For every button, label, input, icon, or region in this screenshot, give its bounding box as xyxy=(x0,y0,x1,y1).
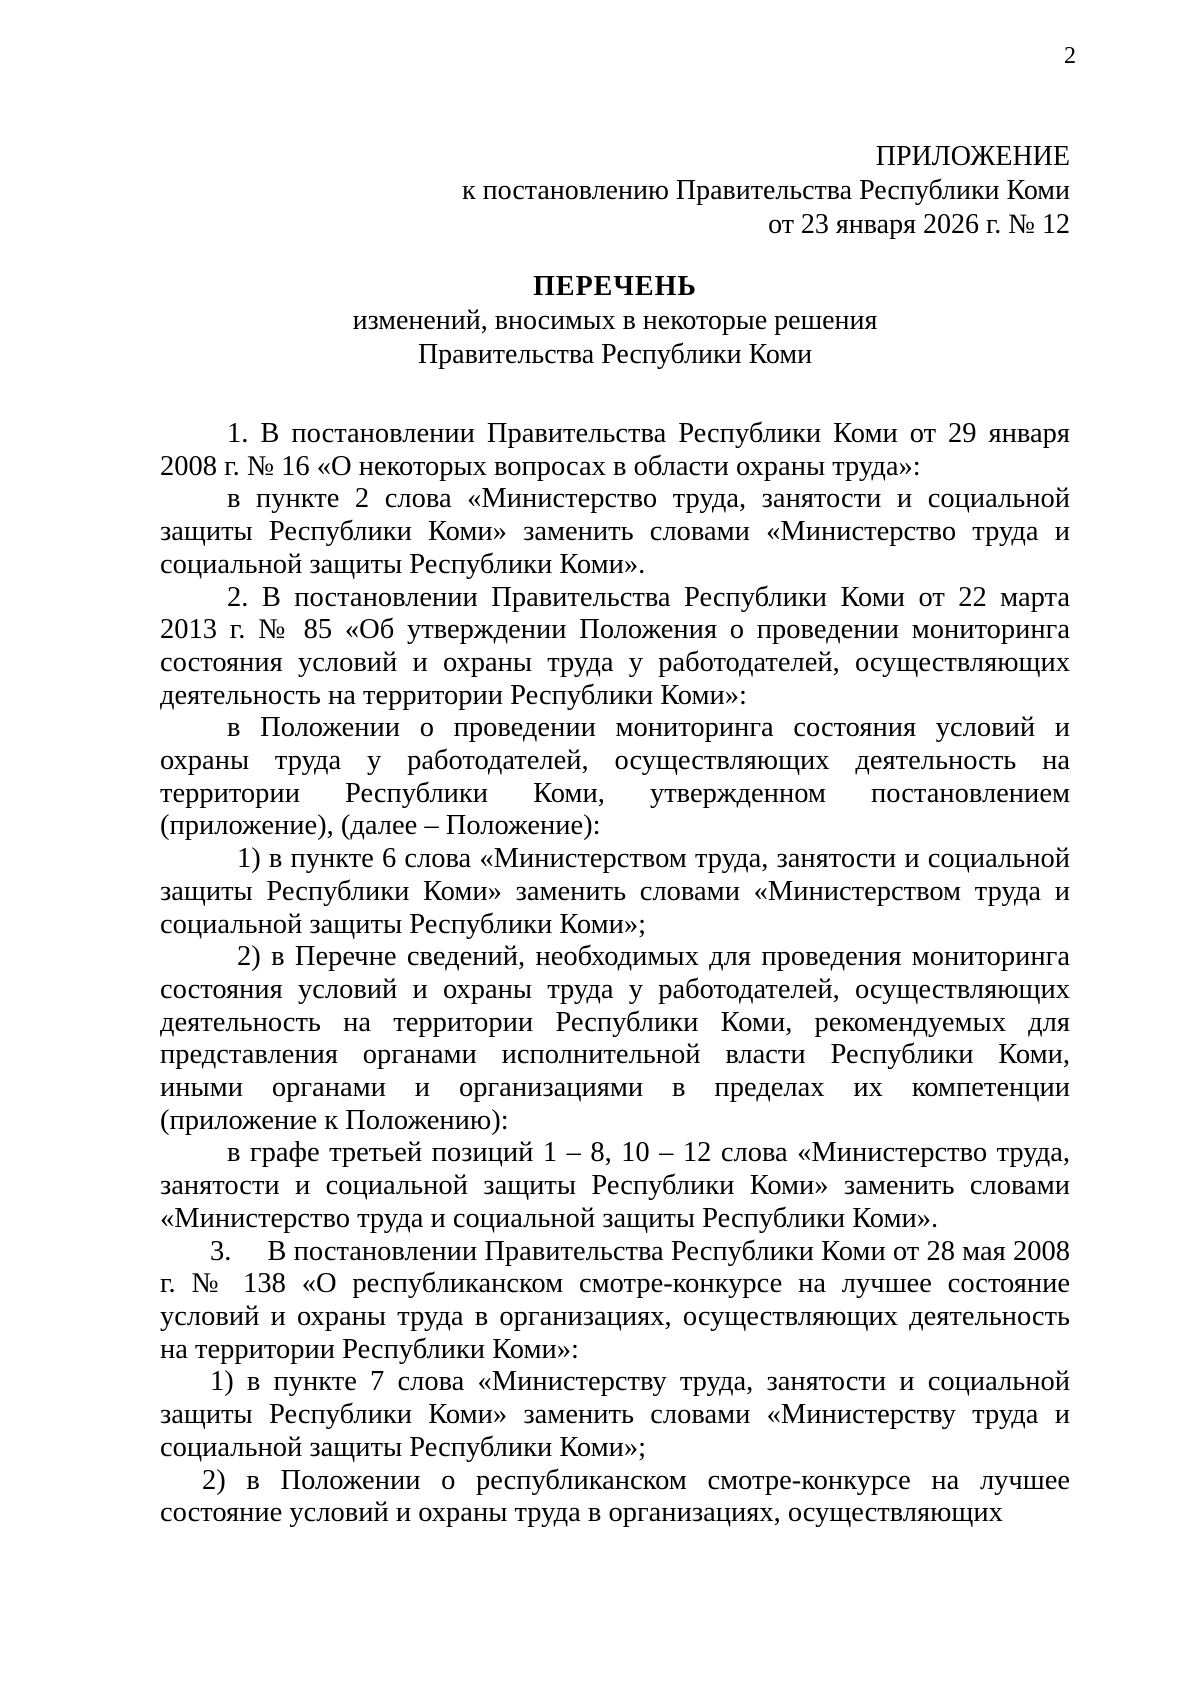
paragraph-6: 2) в Перечне сведений, необходимых для проведения мониторинга состояния условий и охраны труда у работодателей, осуществляющих деятельность на территории Республики Коми, рекомендуемых для представления органами исполнительной власти Республики Коми, иными органами и организациями в пределах их компетенции (приложение к Положению): xyxy=(160,941,1070,1136)
document-subtitle-line1: изменений, вносимых в некоторые решения xyxy=(352,305,878,336)
paragraph-7: в графе третьей позиций 1 – 8, 10 – 12 слова «Министерство труда, занятости и социальной защиты Республики Коми» заменить словами «Министерство труда и социальной защиты Республики Коми». xyxy=(160,1137,1070,1234)
page-number: 2 xyxy=(1064,43,1076,69)
appendix-header xyxy=(462,140,1070,242)
paragraph-9: 1) в пункте 7 слова «Министерству труда, занятости и социальной защиты Республики Коми» заменить словами «Министерству труда и социальной защиты Республики Коми»; xyxy=(160,1366,1070,1463)
appendix-label: ПРИЛОЖЕНИЕ xyxy=(875,141,1070,172)
paragraph-1: 1. В постановлении Правительства Республики Коми от 29 января 2008 г. № 16 «О некоторых вопросах в области охраны труда»: xyxy=(160,418,1070,482)
paragraph-8-number: 3. xyxy=(210,1235,232,1267)
document-title: ПЕРЕЧЕНЬ xyxy=(533,271,697,302)
appendix-resolution-ref: к постановлению Правительства Республики Коми xyxy=(462,175,1070,206)
paragraph-8 xyxy=(160,1236,1070,1367)
appendix-date-number: от 23 января 2026 г. № 12 xyxy=(768,209,1070,240)
document-body xyxy=(160,418,1070,1530)
paragraph-2: в пункте 2 слова «Министерство труда, занятости и социальной защиты Республики Коми» заменить словами «Министерство труда и социальной защиты Республики Коми». xyxy=(160,483,1070,580)
paragraph-5: 1) в пункте 6 слова «Министерством труда, занятости и социальной защиты Республики Коми» заменить словами «Министерством труда и социальной защиты Республики Коми»; xyxy=(160,843,1070,940)
paragraph-8-text: В постановлении Правительства Республики Коми от 28 мая 2008 г. № 138 «О республиканском смотре-конкурсе на лучшее состояние условий и охраны труда в организациях, осуществляющих деятельность на территории Республики Коми»: xyxy=(160,1235,1070,1365)
paragraph-3: 2. В постановлении Правительства Республики Коми от 22 марта 2013 г. № 85 «Об утверждении Положения о проведении мониторинга состояния условий и охраны труда у работодателей, осуществляющих деятельность на территории Республики Коми»: xyxy=(160,581,1070,711)
paragraph-10: 2) в Положении о республиканском смотре-конкурсе на лучшее состояние условий и охраны труда в организациях, осуществляющих xyxy=(160,1464,1070,1529)
paragraph-4: в Положении о проведении мониторинга состояния условий и охраны труда у работодателей, осуществляющих деятельность на территории Республики Коми, утвержденном постановлением (приложение), (далее – Положение): xyxy=(160,712,1070,842)
document-subtitle-line2: Правительства Республики Коми xyxy=(417,339,813,370)
document-heading xyxy=(160,270,1070,372)
